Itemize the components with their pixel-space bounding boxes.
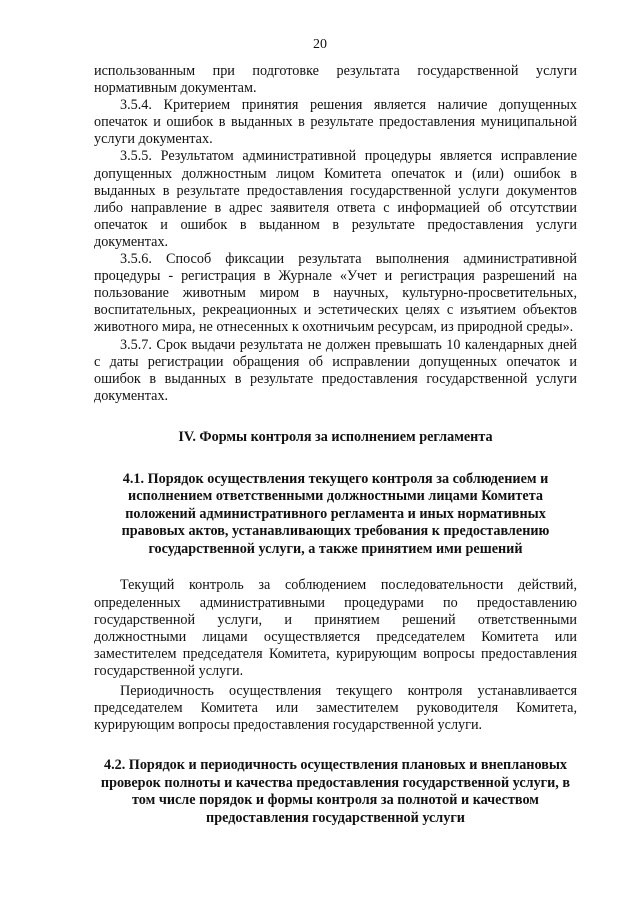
subsection-4-1-heading: 4.1. Порядок осуществления текущего контроля за соблюдением и исполнением ответственными должностными лицами Комитета положений административного регламента и иных нормативных правовых актов, устанавливающих требования к предоставлению государственной услуги, а также принятием ими решений (121, 470, 550, 557)
subsection-4-2-heading: 4.2. Порядок и периодичность осуществления плановых и внеплановых проверок полноты и качества предоставления государственной услуги, в том числе порядок и формы контроля за полнотой и качеством предоставления государственной услуги (100, 757, 571, 826)
section-4-heading: IV. Формы контроля за исполнением регламента (178, 428, 493, 445)
document-body (94, 63, 577, 827)
paragraph-continuation: использованным при подготовке результата государственной услуги нормативным документам. (94, 63, 577, 97)
paragraph-3-5-4: 3.5.4. Критерием принятия решения является наличие допущенных опечаток и ошибок в выданных в результате предоставления муниципальной услуги документах. (94, 97, 577, 148)
paragraph-4-1-current-control: Текущий контроль за соблюдением последовательности действий, определенных административными процедурами по предоставлению государственной услуги, и принятием решений ответственными должностными лицами осуществляется председателем Комитета или заместителем председателя Комитета, курирующим вопросы предоставления государственной услуги. (94, 577, 577, 679)
page-number: 20 (313, 37, 327, 52)
paragraph-3-5-5: 3.5.5. Результатом административной процедуры является исправление допущенных должностным лицом Комитета опечаток и (или) ошибок в выданных в результате предоставления государственной услуги документов либо направление в адрес заявителя ответа с информацией об отсутствии опечаток и ошибок в выданном в результате предоставления услуги документах. (94, 148, 577, 250)
paragraph-3-5-6: 3.5.6. Способ фиксации результата выполнения административной процедуры - регистрация в Журнале «Учет и регистрация разрешений на пользование животным миром в научных, культурно-просветительных, воспитательных, рекреационных и эстетических целях с изъятием объектов животного мира, не отнесенных к охотничьим ресурсам, из природной среды». (94, 251, 577, 336)
paragraph-3-5-7: 3.5.7. Срок выдачи результата не должен превышать 10 календарных дней с даты регистрации обращения об исправлении допущенных опечаток и ошибок в выданных в результате предоставления государственной услуги документах. (94, 336, 577, 404)
paragraph-4-1-periodicity: Периодичность осуществления текущего контроля устанавливается председателем Комитета или заместителем руководителя Комитета, курирующим вопросы предоставления государственной услуги. (94, 683, 577, 734)
